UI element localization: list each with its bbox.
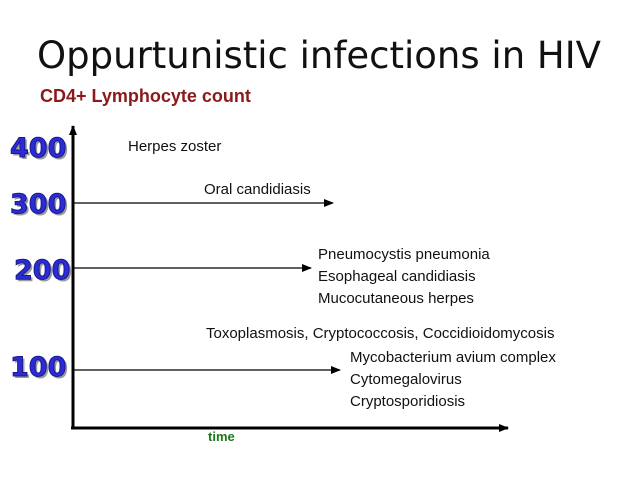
slide-title: Oppurtunistic infections in HIV <box>37 34 601 77</box>
tick-200: 200 <box>14 255 71 286</box>
infection-mucocutaneous-herpes: Mucocutaneous herpes <box>318 290 474 307</box>
infection-pneumocystis: Pneumocystis pneumonia <box>318 246 490 263</box>
tick-100: 100 <box>10 352 67 383</box>
infection-mac: Mycobacterium avium complex <box>350 349 556 366</box>
infection-cryptosporidiosis: Cryptosporidiosis <box>350 393 466 410</box>
infection-herpes-zoster: Herpes zoster <box>128 138 222 155</box>
x-axis-label: time <box>208 429 235 444</box>
tick-300: 300 <box>10 189 67 220</box>
infection-esophageal-candidiasis: Esophageal candidiasis <box>318 268 476 285</box>
tick-400: 400 <box>10 133 67 164</box>
infection-toxo-crypto-cocci: Toxoplasmosis, Cryptococcosis, Coccidioidomycosis <box>206 325 555 342</box>
diagram-subtitle: CD4+ Lymphocyte count <box>40 86 251 106</box>
infection-cmv: Cytomegalovirus <box>350 371 462 388</box>
infection-oral-candidiasis: Oral candidiasis <box>204 181 311 198</box>
